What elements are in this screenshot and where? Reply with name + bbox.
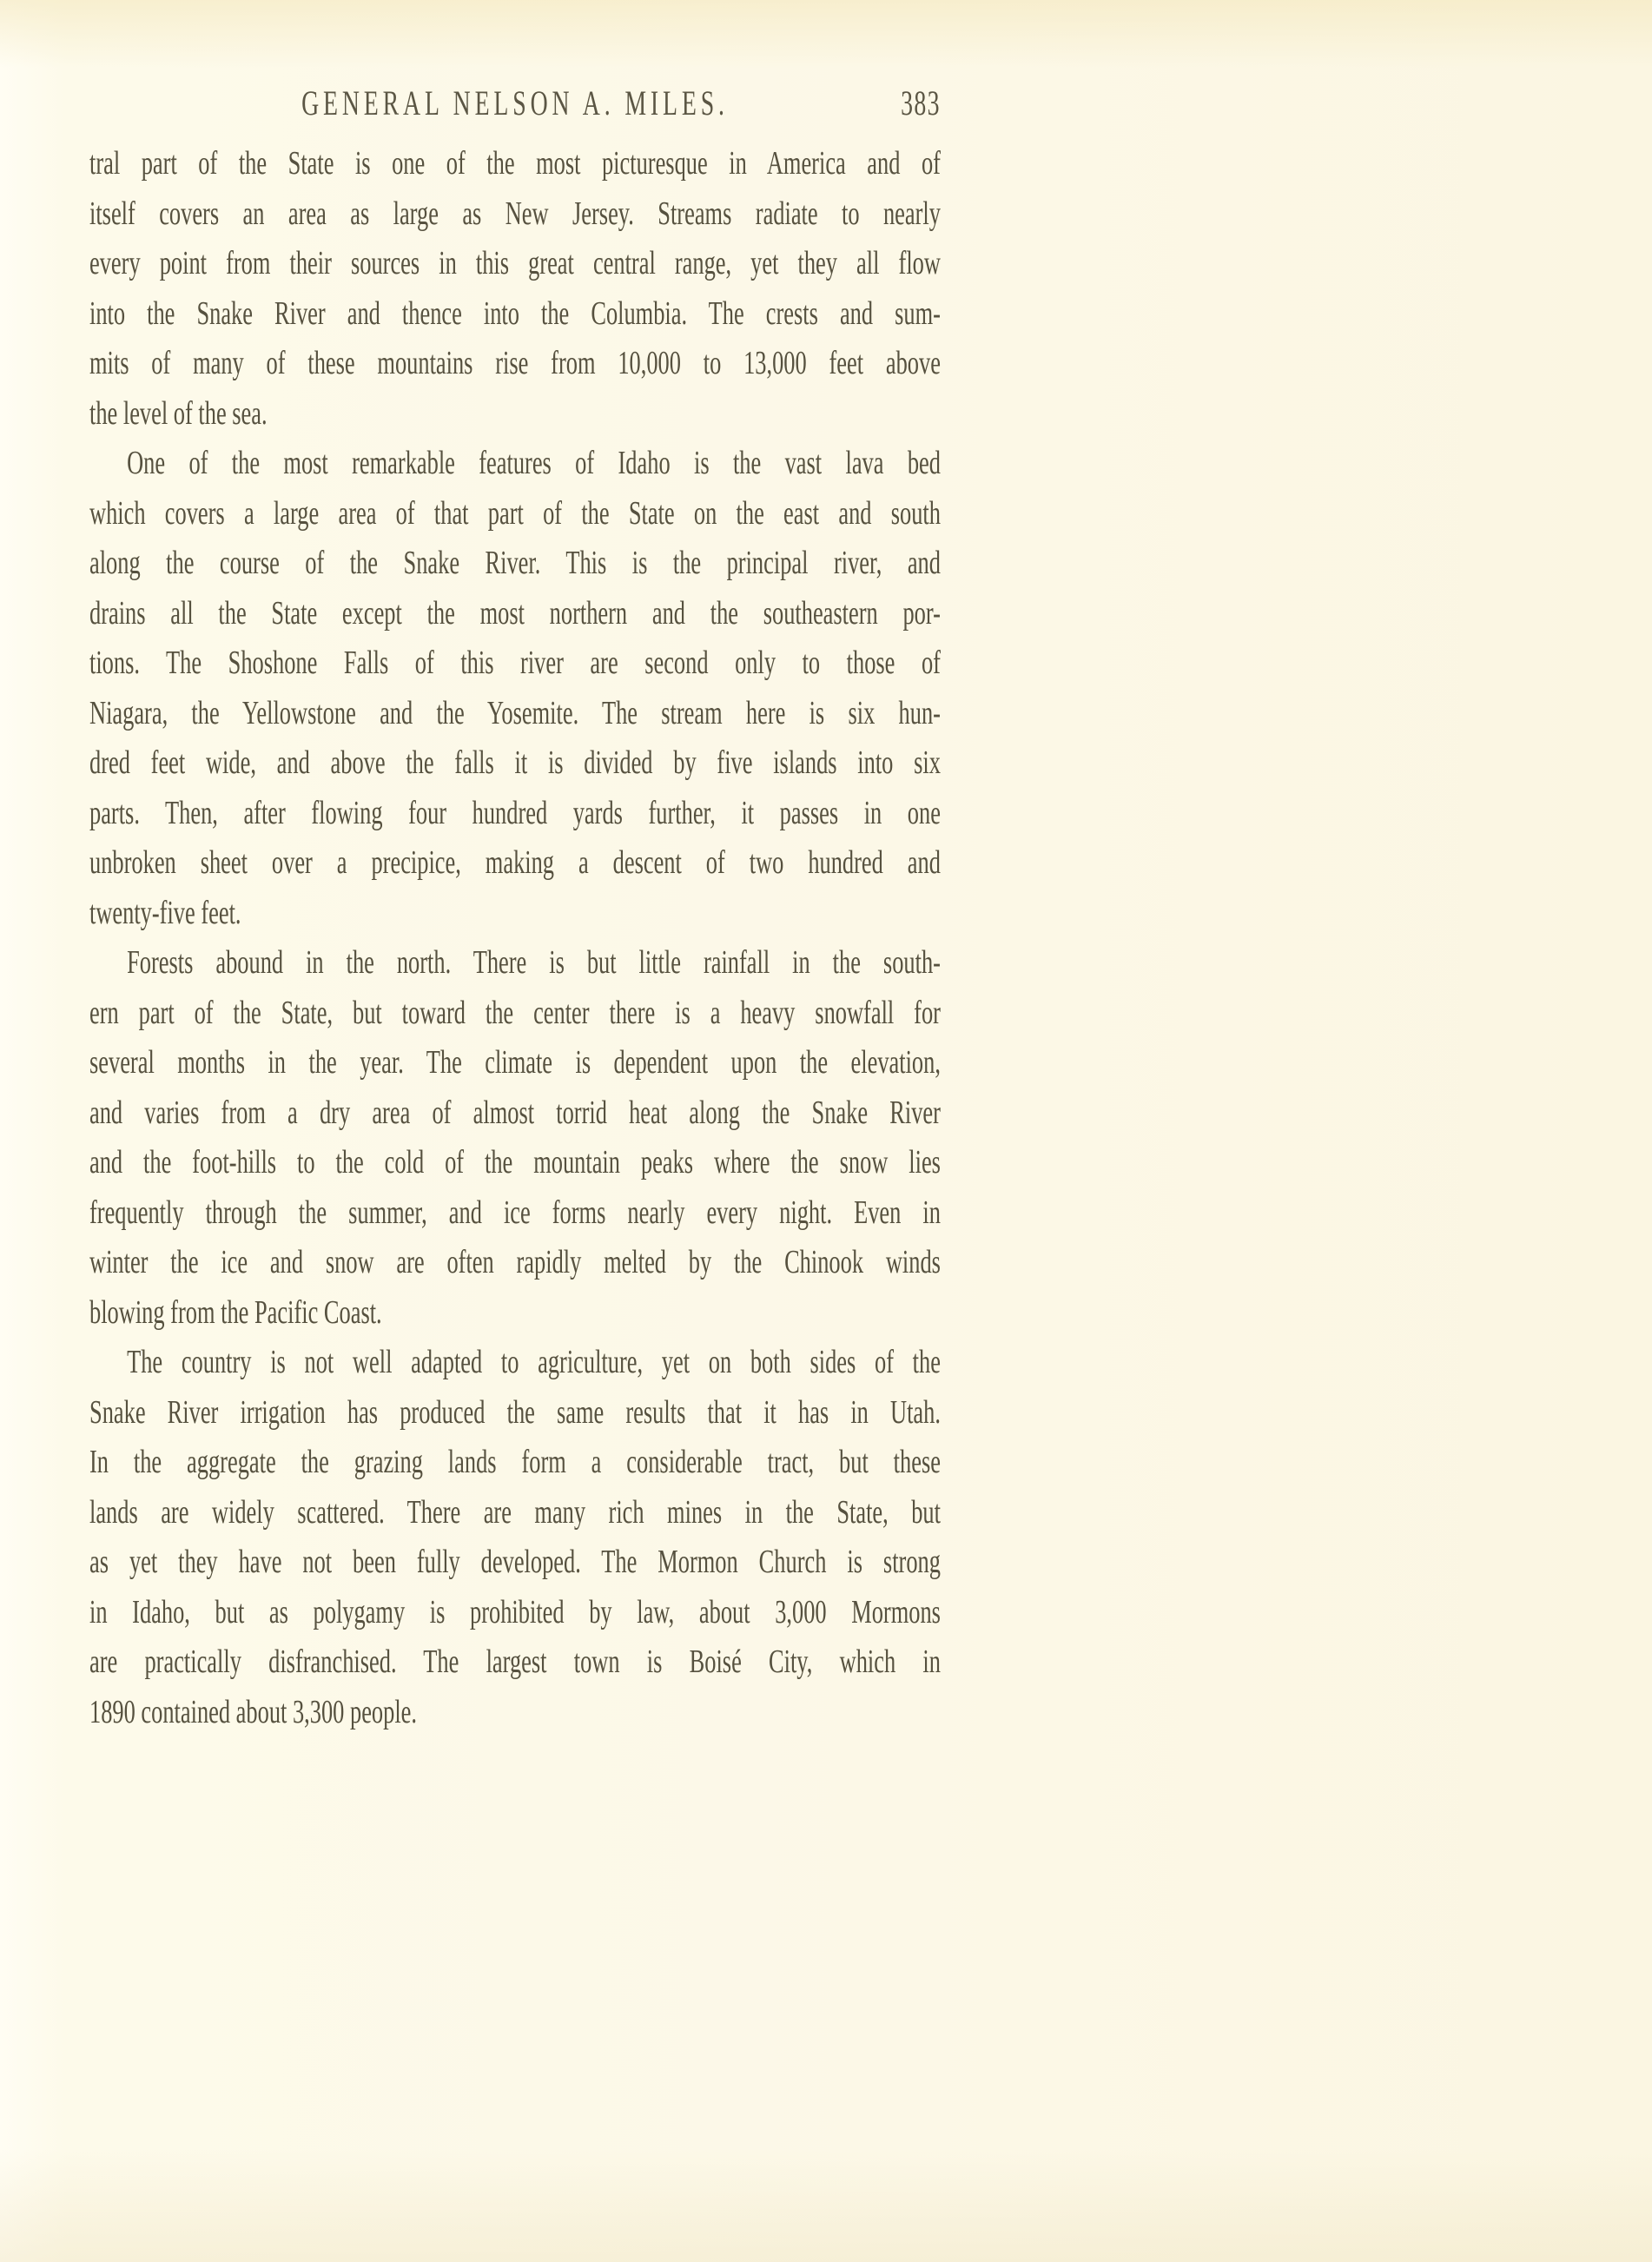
text-line: which covers a large area of that part of the State on the east and south: [89, 494, 941, 532]
text-line: dred feet wide, and above the falls it is divided by five islands into six: [89, 744, 941, 781]
body-text: [89, 139, 941, 1737]
text-line: lands are widely scattered. There are many rich mines in the State, but: [89, 1493, 941, 1531]
text-line: frequently through the summer, and ice forms nearly every night. Even in: [89, 1194, 941, 1231]
text-line: itself covers an area as large as New Jersey. Streams radiate to nearly: [89, 195, 941, 232]
text-line: Snake River irrigation has produced the same results that it has in Utah.: [89, 1393, 941, 1431]
text-line: into the Snake River and thence into the Columbia. The crests and sum-: [89, 294, 941, 332]
text-line: as yet they have not been fully developed. The Mormon Church is strong: [89, 1544, 941, 1580]
text-line: the level of the sea.: [89, 394, 268, 432]
text-line: Forests abound in the north. There is but little rainfall in the south-: [127, 944, 941, 981]
paragraph: [89, 938, 941, 1338]
text-line: tral part of the State is one of the most picturesque in America and of: [89, 145, 941, 182]
text-line: twenty-five feet.: [89, 894, 241, 931]
page-title: GENERAL NELSON A. MILES.: [301, 83, 729, 122]
text-line: Niagara, the Yellowstone and the Yosemite. The stream here is six hun-: [89, 694, 941, 731]
text-line: parts. Then, after flowing four hundred yards further, it passes in one: [89, 794, 941, 831]
text-line: blowing from the Pacific Coast.: [89, 1293, 382, 1331]
text-line: In the aggregate the grazing lands form a considerable tract, but these: [89, 1444, 941, 1480]
text-line: tions. The Shoshone Falls of this river are second only to those of: [89, 645, 941, 681]
text-line: drains all the State except the most northern and the southeastern por-: [89, 594, 941, 632]
text-line: The country is not well adapted to agriculture, yet on both sides of the: [127, 1344, 941, 1380]
paragraph: [89, 139, 941, 439]
text-line: are practically disfranchised. The largest town is Boisé City, which in: [89, 1644, 941, 1680]
text-line: in Idaho, but as polygamy is prohibited by law, about 3,000 Mormons: [89, 1593, 941, 1630]
text-line: ern part of the State, but toward the center there is a heavy snowfall for: [89, 994, 941, 1031]
text-line: 1890 contained about 3,300 people.: [89, 1693, 417, 1730]
text-line: One of the most remarkable features of Idaho is the vast lava bed: [127, 445, 941, 481]
running-head: [89, 82, 941, 125]
text-line: unbroken sheet over a precipice, making a descent of two hundred and: [89, 844, 941, 881]
text-line: every point from their sources in this great central range, yet they all flow: [89, 245, 941, 281]
text-line: and the foot-hills to the cold of the mountain peaks where the snow lies: [89, 1144, 941, 1181]
print-block: [89, 82, 941, 1737]
paragraph: [89, 439, 941, 938]
text-line: several months in the year. The climate is dependent upon the elevation,: [89, 1044, 941, 1081]
page-number: 383: [901, 83, 941, 122]
text-line: along the course of the Snake River. This is the principal river, and: [89, 545, 941, 581]
text-line: mits of many of these mountains rise from 10,000 to 13,000 feet above: [89, 345, 941, 381]
paragraph: [89, 1338, 941, 1737]
text-line: winter the ice and snow are often rapidly melted by the Chinook winds: [89, 1244, 941, 1280]
text-line: and varies from a dry area of almost torrid heat along the Snake River: [89, 1094, 941, 1131]
